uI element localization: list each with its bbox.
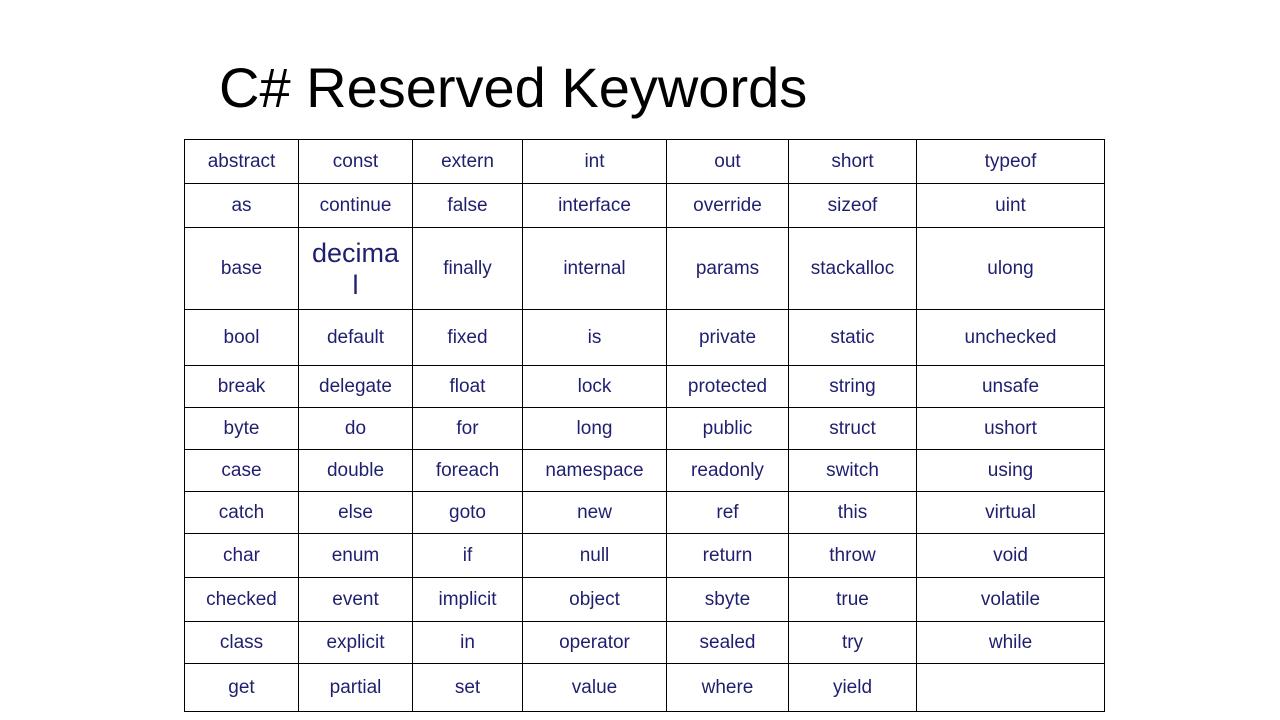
keyword-cell-operator: operator — [523, 622, 667, 664]
table-row — [185, 140, 1105, 184]
keyword-cell-lock: lock — [523, 366, 667, 408]
keyword-cell-struct: struct — [789, 408, 917, 450]
keyword-cell-return: return — [667, 534, 789, 578]
keyword-cell-sealed: sealed — [667, 622, 789, 664]
keyword-cell-typeof: typeof — [917, 140, 1105, 184]
keyword-cell-namespace: namespace — [523, 450, 667, 492]
keyword-cell-for: for — [413, 408, 523, 450]
slide-title: C# Reserved Keywords — [219, 56, 808, 119]
keyword-cell-double: double — [299, 450, 413, 492]
keyword-cell-using: using — [917, 450, 1105, 492]
keyword-cell-switch: switch — [789, 450, 917, 492]
keyword-cell-in: in — [413, 622, 523, 664]
keyword-cell-catch: catch — [185, 492, 299, 534]
table-row — [185, 366, 1105, 408]
keyword-cell-float: float — [413, 366, 523, 408]
table-row — [185, 578, 1105, 622]
keyword-cell-void: void — [917, 534, 1105, 578]
keyword-cell-internal: internal — [523, 228, 667, 310]
keyword-cell-unchecked: unchecked — [917, 310, 1105, 366]
keyword-cell-short: short — [789, 140, 917, 184]
keyword-cell-stackalloc: stackalloc — [789, 228, 917, 310]
table-row — [185, 310, 1105, 366]
keyword-cell-explicit: explicit — [299, 622, 413, 664]
keyword-cell-fixed: fixed — [413, 310, 523, 366]
keyword-cell-extern: extern — [413, 140, 523, 184]
keyword-cell-is: is — [523, 310, 667, 366]
keyword-cell-public: public — [667, 408, 789, 450]
keyword-cell-override: override — [667, 184, 789, 228]
keyword-cell-break: break — [185, 366, 299, 408]
keyword-cell-checked: checked — [185, 578, 299, 622]
keyword-cell-event: event — [299, 578, 413, 622]
keyword-cell-default: default — [299, 310, 413, 366]
keyword-cell-while: while — [917, 622, 1105, 664]
keyword-cell-goto: goto — [413, 492, 523, 534]
keyword-cell-sbyte: sbyte — [667, 578, 789, 622]
keyword-cell-delegate: delegate — [299, 366, 413, 408]
keyword-text-decimal: decimal — [311, 237, 400, 300]
table-row — [185, 534, 1105, 578]
keyword-cell-do: do — [299, 408, 413, 450]
keyword-cell-null: null — [523, 534, 667, 578]
keyword-cell-set: set — [413, 664, 523, 712]
keyword-cell-protected: protected — [667, 366, 789, 408]
keyword-cell-volatile: volatile — [917, 578, 1105, 622]
keyword-cell-int: int — [523, 140, 667, 184]
keyword-cell-enum: enum — [299, 534, 413, 578]
keyword-cell-params: params — [667, 228, 789, 310]
keyword-cell-continue: continue — [299, 184, 413, 228]
keyword-cell-virtual: virtual — [917, 492, 1105, 534]
keyword-cell-uint: uint — [917, 184, 1105, 228]
keyword-cell-if: if — [413, 534, 523, 578]
table-row — [185, 664, 1105, 712]
keyword-cell-bool: bool — [185, 310, 299, 366]
table-row — [185, 450, 1105, 492]
keyword-cell-throw: throw — [789, 534, 917, 578]
keyword-cell-true: true — [789, 578, 917, 622]
keyword-cell-string: string — [789, 366, 917, 408]
keyword-cell-private: private — [667, 310, 789, 366]
keyword-cell-new: new — [523, 492, 667, 534]
keyword-cell-implicit: implicit — [413, 578, 523, 622]
keyword-cell-static: static — [789, 310, 917, 366]
empty-cell — [917, 664, 1105, 712]
keyword-cell-readonly: readonly — [667, 450, 789, 492]
keyword-cell-value: value — [523, 664, 667, 712]
keyword-cell-base: base — [185, 228, 299, 310]
keyword-cell-get: get — [185, 664, 299, 712]
keyword-cell-interface: interface — [523, 184, 667, 228]
keyword-cell-sizeof: sizeof — [789, 184, 917, 228]
keyword-cell-foreach: foreach — [413, 450, 523, 492]
keyword-cell-abstract: abstract — [185, 140, 299, 184]
table-row — [185, 228, 1105, 310]
table-row — [185, 492, 1105, 534]
keyword-cell-byte: byte — [185, 408, 299, 450]
keyword-cell-try: try — [789, 622, 917, 664]
keyword-cell-decimal — [299, 228, 413, 310]
keyword-cell-yield: yield — [789, 664, 917, 712]
keyword-cell-out: out — [667, 140, 789, 184]
keyword-cell-class: class — [185, 622, 299, 664]
keyword-cell-const: const — [299, 140, 413, 184]
keyword-cell-this: this — [789, 492, 917, 534]
keyword-cell-ushort: ushort — [917, 408, 1105, 450]
keyword-cell-partial: partial — [299, 664, 413, 712]
keyword-cell-ref: ref — [667, 492, 789, 534]
keyword-cell-long: long — [523, 408, 667, 450]
keyword-cell-unsafe: unsafe — [917, 366, 1105, 408]
keyword-cell-object: object — [523, 578, 667, 622]
table-row — [185, 622, 1105, 664]
keyword-cell-ulong: ulong — [917, 228, 1105, 310]
keyword-cell-where: where — [667, 664, 789, 712]
keyword-cell-as: as — [185, 184, 299, 228]
keyword-cell-else: else — [299, 492, 413, 534]
keyword-cell-case: case — [185, 450, 299, 492]
table-row — [185, 184, 1105, 228]
keywords-table — [184, 139, 1105, 712]
keyword-cell-finally: finally — [413, 228, 523, 310]
keyword-cell-char: char — [185, 534, 299, 578]
keyword-cell-false: false — [413, 184, 523, 228]
table-row — [185, 408, 1105, 450]
keywords-table-body — [185, 140, 1105, 712]
